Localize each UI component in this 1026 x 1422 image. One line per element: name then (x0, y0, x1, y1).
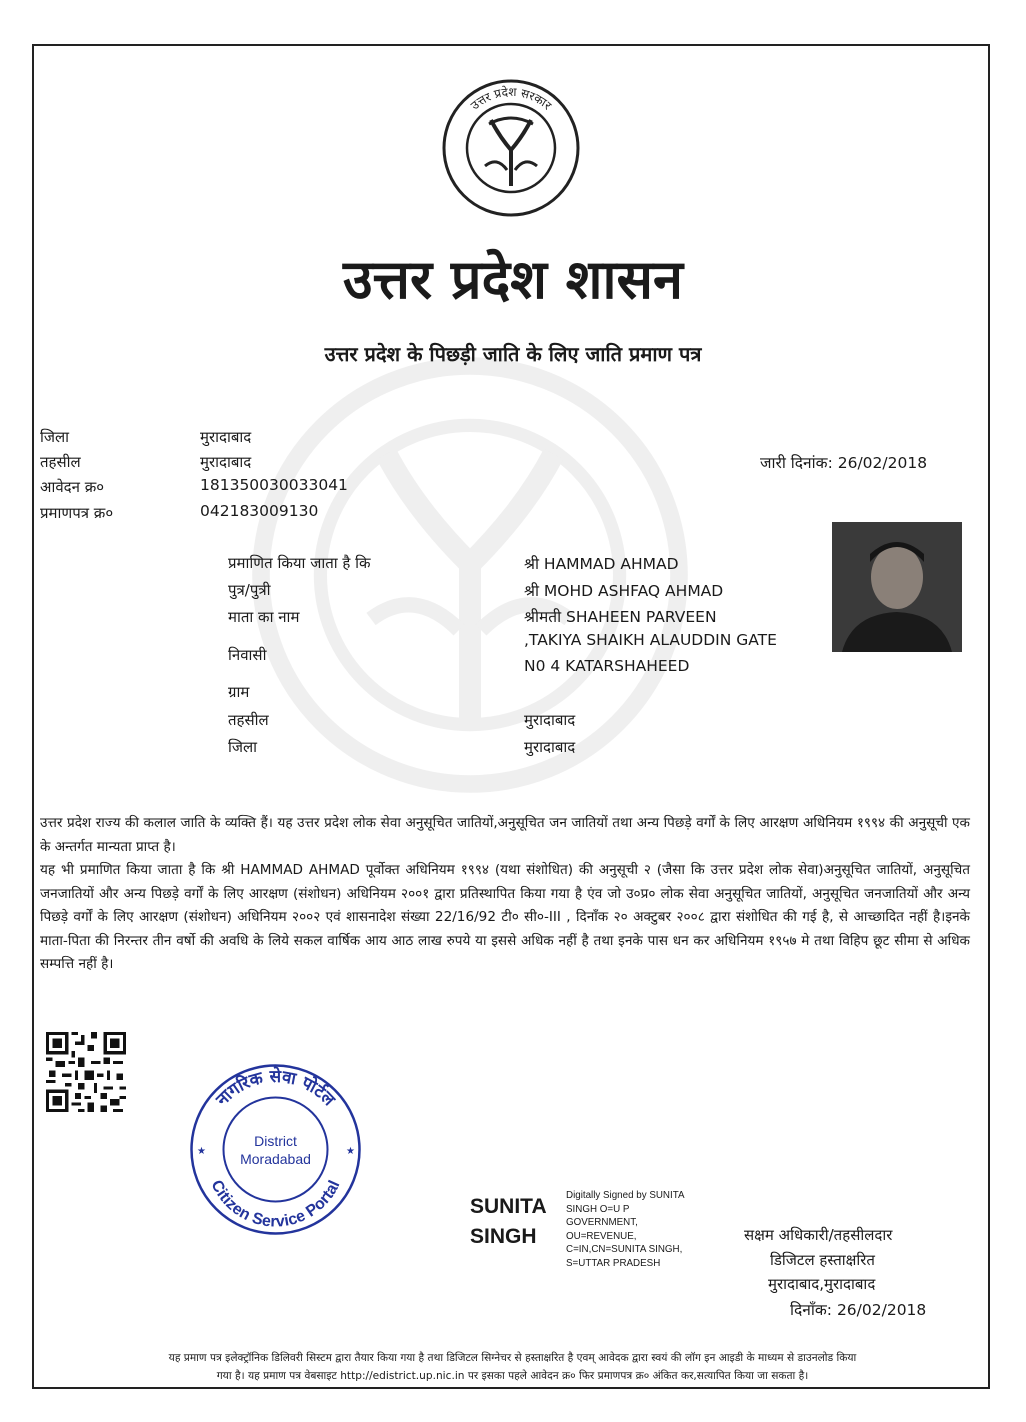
eligibility-statement: यह भी प्रमाणित किया जाता है कि श्री HAMMAD AHMAD पूर्वोक्त अधिनियम १९९४ (यथा संशोधित) की अनुसूची २ (जैसा कि उत्तर प्रदेश लोक सेवा)अनुसूचित जातियों, अनुसूचित जनजातियों और अन्य पिछड़े वर्गों के लिए आरक्षण (संशोधन) अधिनियम २००१ द्वारा प्रतिस्थापित किया गया है एंव जो उ०प्र० लोक सेवा अनुसूचित जातियों, अनुसूचित जनजातियों और अन्य पिछड़े वर्गों के लिए आरक्षण (संशोधन) अधिनियम २००२ एवं शासनादेश संख्या 22/16/92 टी० सी०-III , दिनाँक २० अक्टुबर २००८ द्वारा संशोधित की गई है, से आच्छादित नहीं है।इनके माता-पिता की निरन्तर तीन वर्षो की अवधि के लिये सकल वार्षिक आय आठ लाख रुपये या इससे अधिक नहीं है तथा इनके पास धन कर अधिनियम १९५७ मे तथा विहिप छूट सीमा से अधिक सम्पत्ति नहीं है। (40, 862, 970, 972)
seal-top-text: नागरिक सेवा पोर्टल (212, 1066, 339, 1111)
signer-name-line-2: SINGH (470, 1225, 537, 1248)
person-silhouette-icon (832, 522, 962, 652)
certificate-number-value: 042183009130 (200, 502, 319, 520)
mother-label: माता का नाम (228, 608, 300, 626)
officer-date-value: 26/02/2018 (836, 1301, 927, 1319)
up-government-emblem (441, 78, 581, 218)
person-district-label: जिला (228, 738, 258, 756)
caste-paragraph (40, 812, 970, 977)
svg-text:नागरिक सेवा पोर्टल (212, 1066, 340, 1111)
application-number-value: 181350030033041 (200, 476, 348, 494)
qr-code (46, 1032, 126, 1112)
resident-label: निवासी (228, 646, 267, 664)
emblem-text: उत्तर प्रदेश सरकार (467, 84, 555, 113)
certificate-number-label: प्रमाणपत्र क्र० (40, 504, 114, 522)
tehsil-label: तहसील (40, 453, 81, 471)
seal-star-left-icon: ★ (197, 1146, 206, 1157)
address-line-1: ,TAKIYA SHAIKH ALAUDDIN GATE (524, 631, 777, 649)
district-value: मुरादाबाद (200, 428, 252, 446)
officer-place: मुरादाबाद,मुरादाबाद (768, 1275, 876, 1293)
tehsil-value: मुरादाबाद (200, 453, 252, 471)
footer-line-2: गया है। यह प्रमाण पत्र वेबसाइट http://edistrict.up.nic.in पर इसका पहले आवेदन क्र० फिर प्रमाणपत्र क्र० अंकित कर,सत्यापित किया जा सकता है। (216, 1370, 809, 1382)
person-tehsil-value: मुरादाबाद (524, 711, 576, 729)
signer-name-line-1: SUNITA (470, 1195, 547, 1218)
officer-title: सक्षम अधिकारी/तहसीलदार (744, 1226, 893, 1244)
officer-digitally-signed: डिजिटल हस्ताक्षरित (770, 1251, 875, 1269)
mother-name: श्रीमती SHAHEEN PARVEEN (524, 608, 717, 626)
applicant-photo (832, 522, 962, 652)
issue-date-value: 26/02/2018 (837, 454, 928, 472)
person-district-value: मुरादाबाद (524, 738, 576, 756)
seal-bottom-text: Citizen Service Portal (207, 1177, 344, 1231)
officer-date (790, 1298, 926, 1320)
parent-name: श्री MOHD ASHFAQ AHMAD (524, 582, 724, 600)
signer-name (470, 1192, 547, 1252)
page-title: उत्तर प्रदेश शासन (343, 247, 683, 311)
digital-signature-details: Digitally Signed by SUNITA SINGH O=U P GOVERNMENT, OU=REVENUE, C=IN,CN=SUNITA SINGH, S=UTTAR PRADESH (566, 1190, 685, 1269)
footer-note (40, 1349, 985, 1385)
person-tehsil-label: तहसील (228, 711, 269, 729)
certified-label: प्रमाणित किया जाता है कि (228, 554, 371, 572)
village-label: ग्राम (228, 683, 250, 701)
parent-label: पुत्र/पुत्री (228, 581, 271, 599)
district-label: जिला (40, 428, 70, 446)
seal-center-line-1: District (254, 1133, 297, 1149)
caste-statement: उत्तर प्रदेश राज्य की कलाल जाति के व्यक्ति हैं। यह उत्तर प्रदेश लोक सेवा अनुसूचित जातियों,अनुसूचित जन जातियों तथा अन्य पिछड़े वर्गों के लिए आरक्षण अधिनियम १९९४ की अनुसूची एक के अन्तर्गत मान्यता प्राप्त है। (40, 815, 970, 855)
applicant-name: श्री HAMMAD AHMAD (524, 555, 679, 573)
emblem-watermark (250, 355, 690, 795)
seal-center-line-2: Moradabad (240, 1151, 311, 1167)
issue-date (760, 451, 927, 473)
certificate-subtitle: उत्तर प्रदेश के पिछड़ी जाति के लिए जाति प्रमाण पत्र (324, 342, 702, 366)
footer-line-1: यह प्रमाण पत्र इलेक्ट्रॉनिक डिलिवरी सिस्टम द्वारा तैयार किया गया है तथा डिजिटल सिग्नेचर से हस्ताक्षरित है एवम् आवेदक द्वारा स्वयं की लॉग इन आइडी के माध्यम से डाउनलोड किया (168, 1352, 857, 1364)
svg-text:Citizen Service Portal (207, 1178, 343, 1231)
seal-star-right-icon: ★ (346, 1146, 355, 1157)
officer-date-label: दिनाँक: (790, 1301, 832, 1319)
address-line-2: N0 4 KATARSHAHEED (524, 657, 690, 675)
citizen-service-portal-seal (188, 1062, 363, 1237)
application-number-label: आवेदन क्र० (40, 478, 105, 496)
issue-date-label: जारी दिनांक: (760, 454, 833, 472)
